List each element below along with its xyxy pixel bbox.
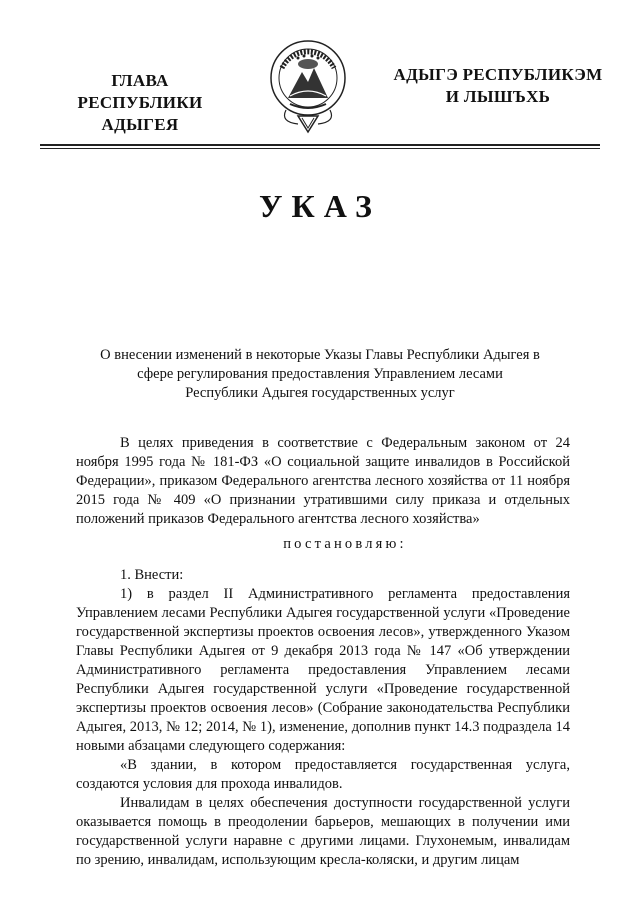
header-right-block: [380, 64, 616, 108]
paragraph-1: 1. Внести:: [120, 567, 184, 583]
document-subject: О внесении изменений в некоторые Указы Главы Республики Адыгея в сфере регулирования предоставления Управлением лесами Республики Адыгея государственных услуг: [100, 347, 540, 401]
header-left-line-1: ГЛАВА: [111, 71, 169, 90]
header-left-block: [40, 70, 240, 136]
resolves-line: постановляю:: [283, 536, 407, 552]
header-divider-thick: [40, 144, 600, 146]
header-right-line-2: И ЛЫШЪХЬ: [445, 87, 551, 106]
paragraph-4: Инвалидам в целях обеспечения доступности государственной услуги оказывается помощь в преодолении барьеров, мешающих в получении ими государственной услуги наравне с другими лицами. Глухонемым, инвалидам по зрению, инвалидам, использующим кресла-коляски, и другим лицам: [76, 795, 570, 868]
document-body: [76, 566, 570, 870]
document-title: УКАЗ: [259, 188, 381, 224]
document-preamble: В целях приведения в соответствие с Федеральным законом от 24 ноября 1995 года № 181-ФЗ «О социальной защите инвалидов в Российской Федерации», приказом Федерального агентства лесного хозяйства от 11 ноября 2015 года № 409 «О признании утратившими силу приказа и отдельных положений приказов Федерального агентства лесного хозяйства»: [76, 435, 570, 527]
coat-of-arms-icon: [268, 38, 348, 136]
header-left-line-2: РЕСПУБЛИКИ АДЫГЕЯ: [77, 93, 203, 134]
paragraph-2: 1) в раздел II Административного регламента предоставления Управлением лесами Республики Адыгея государственной услуги «Проведение государственной экспертизы проектов освоения лесов», утвержденного Указом Главы Республики Адыгея от 9 декабря 2013 года № 147 «Об утверждении Административного регламента предоставления Управлением лесами Республики Адыгея государственной услуги «Проведение государственной экспертизы проектов освоения лесов» (Собрание законодательства Республики Адыгея, 2013, № 12; 2014, № 1), изменение, дополнив пункт 14.3 подраздела 14 новыми абзацами следующего содержания:: [76, 586, 570, 754]
header-right-line-1: АДЫГЭ РЕСПУБЛИКЭМ: [393, 65, 603, 84]
paragraph-3: «В здании, в котором предоставляется государственная услуга, создаются условия для прохода инвалидов.: [76, 757, 570, 792]
header-divider-thin: [40, 148, 600, 149]
